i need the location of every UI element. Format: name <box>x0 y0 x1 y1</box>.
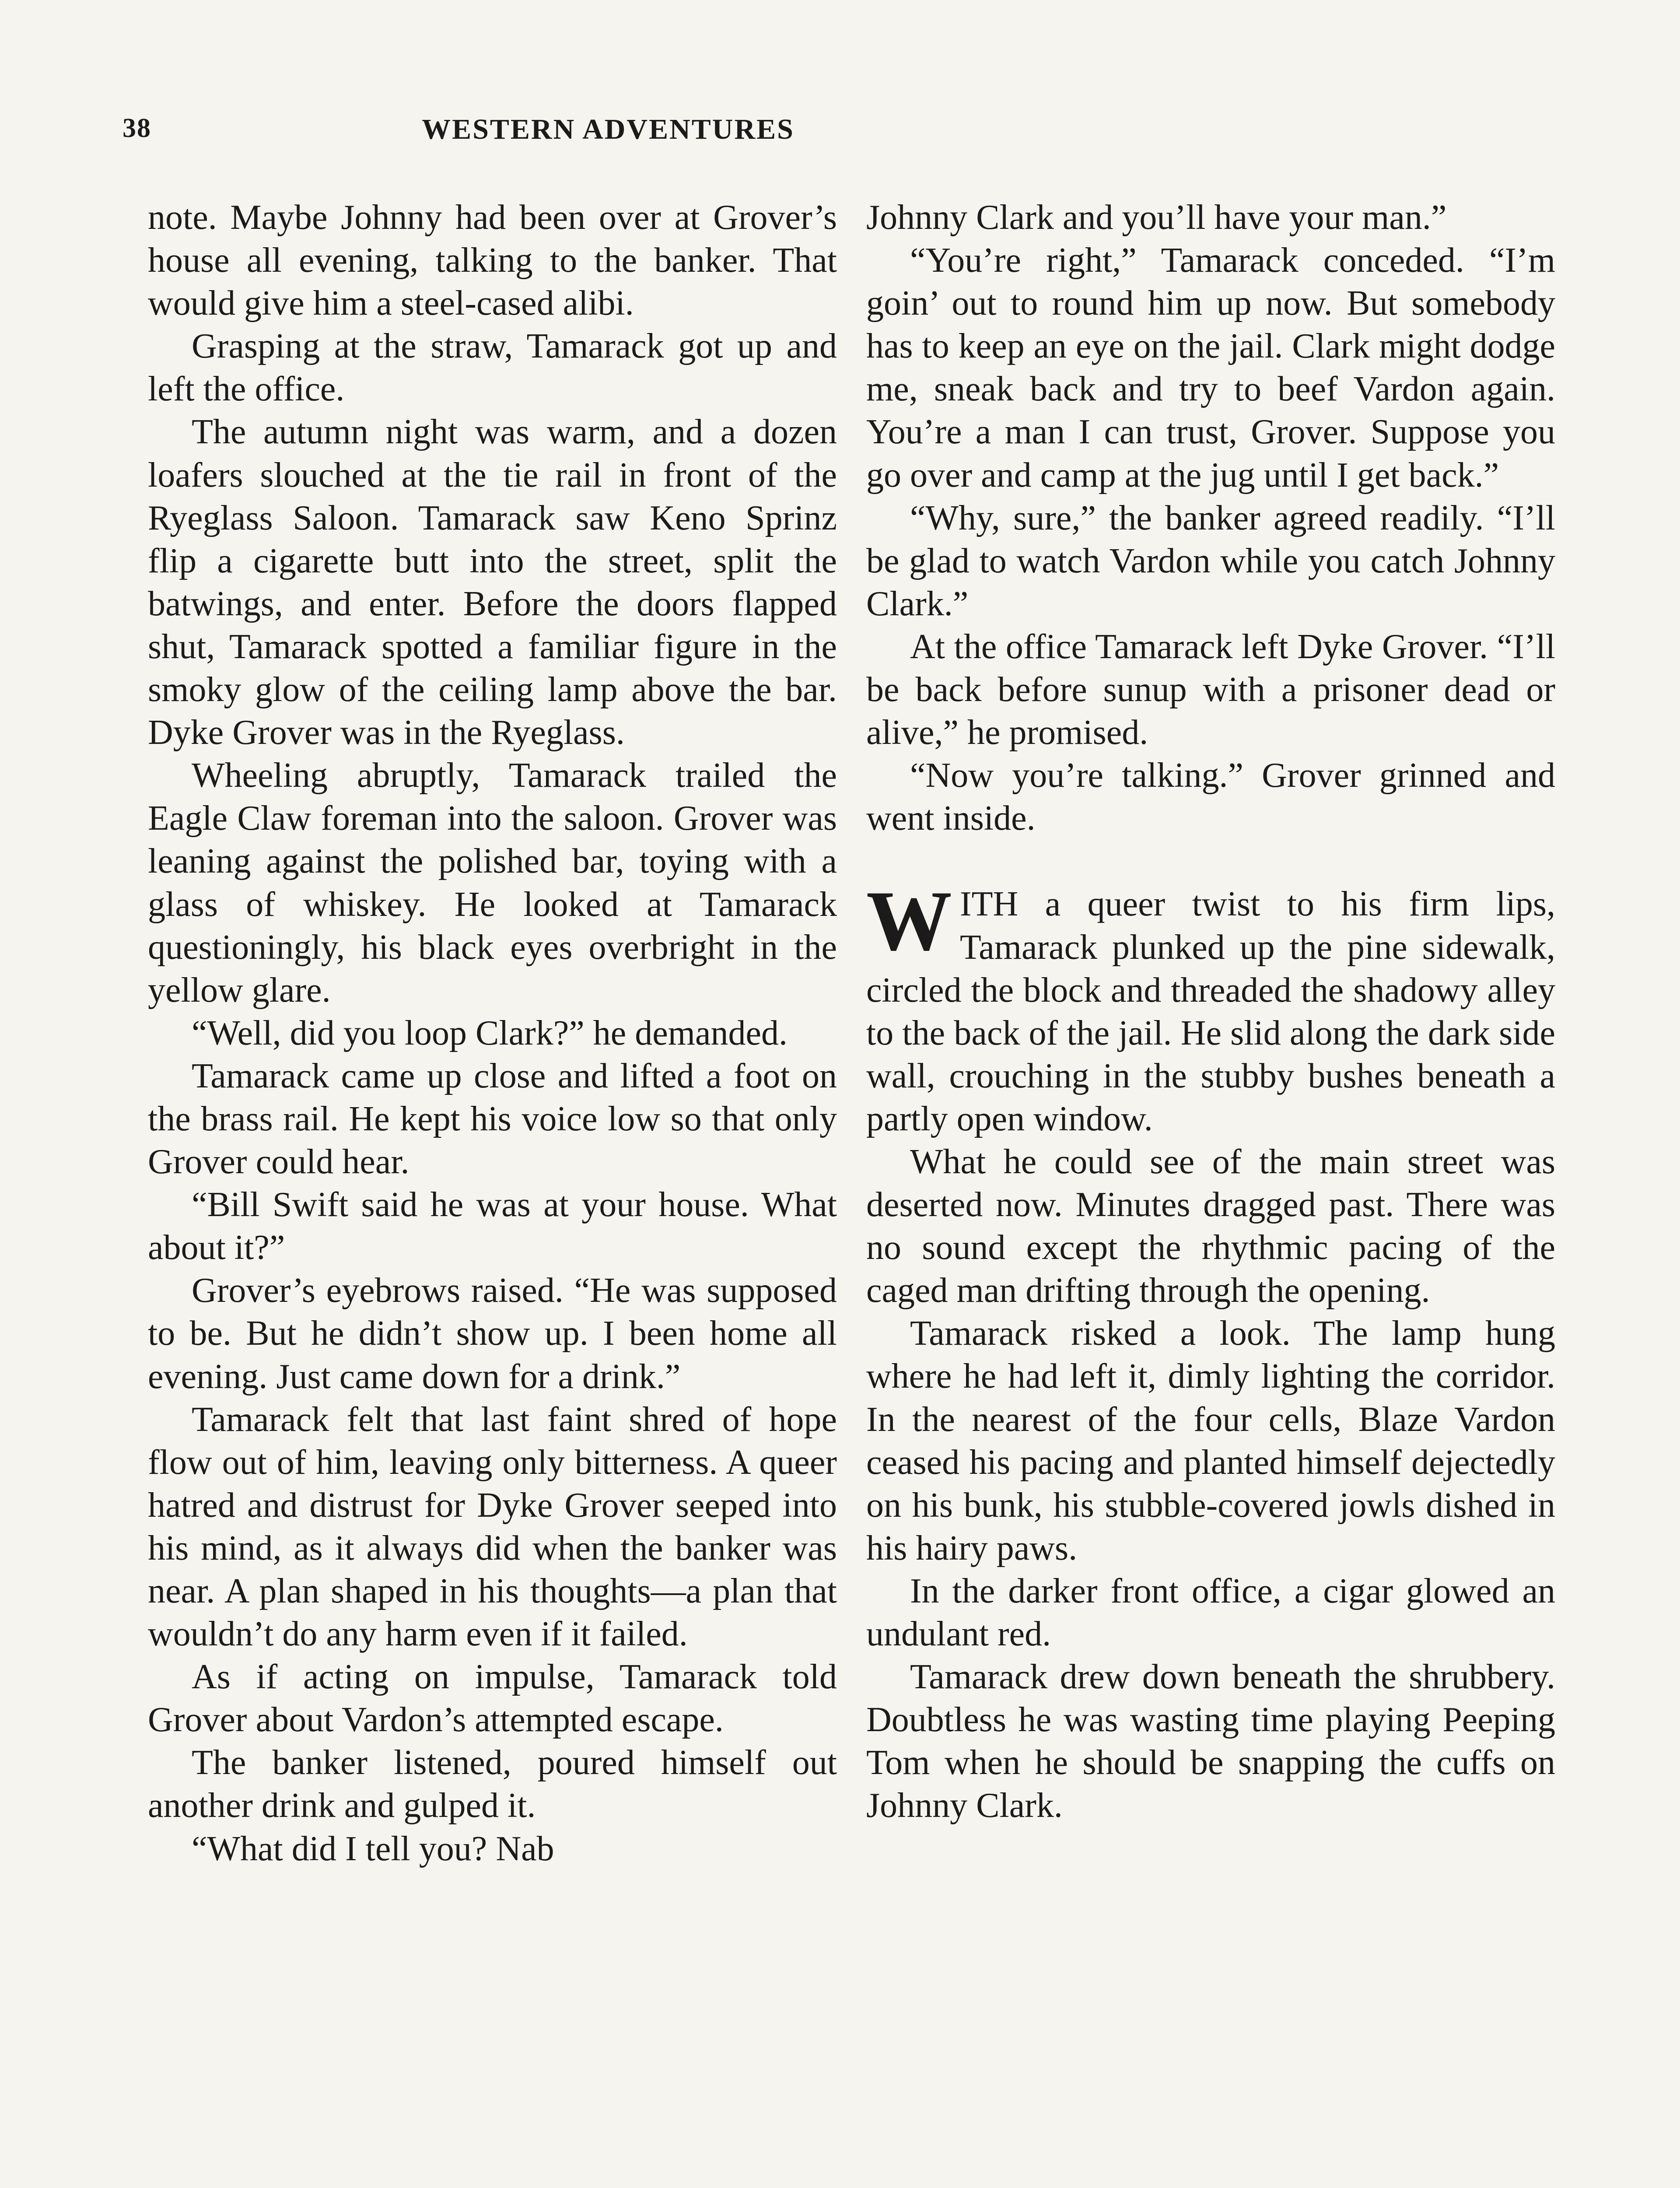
section-break <box>866 840 1555 883</box>
paragraph: “Well, did you loop Clark?” he demanded. <box>192 1013 788 1052</box>
paragraph: Wheeling abruptly, Tamarack trailed the Eagle Claw foreman into the saloon. Grover was leaning against the polished bar, toying with a glass of whiskey. He looked at Tamarack questioningly, his black eyes overbright in the yellow glare. <box>148 756 837 1010</box>
page-header <box>122 113 1094 165</box>
paragraph: “Bill Swift said he was at your house. What about it?” <box>148 1185 837 1267</box>
paragraph: Johnny Clark and you’ll have your man.” <box>866 198 1447 237</box>
page-number: 38 <box>122 113 151 143</box>
drop-cap: W <box>866 873 952 969</box>
paragraph: The autumn night was warm, and a dozen loafers slouched at the tie rail in front of the Ryeglass Saloon. Tamarack saw Keno Sprinz flip a cigarette butt into the street, split the batwings, and enter. Before the doors flapped shut, Tamarack spotted a familiar figure in the smoky glow of the ceiling lamp above the bar. Dyke Grover was in the Ryeglass. <box>148 413 837 752</box>
paragraph: The banker listened, poured himself out another drink and gulped it. <box>148 1743 837 1825</box>
paragraph: In the darker front office, a cigar glowed an undulant red. <box>866 1571 1555 1653</box>
section-opening-paragraph <box>866 873 1555 1140</box>
paragraph: “Why, sure,” the banker agreed readily. “I’ll be glad to watch Vardon while you catch Johnny Clark.” <box>866 498 1555 623</box>
paragraph: Grover’s eyebrows raised. “He was supposed to be. But he didn’t show up. I been home all evening. Just came down for a drink.” <box>148 1271 837 1396</box>
paragraph: At the office Tamarack left Dyke Grover. “I’ll be back before sunup with a prisoner dead or alive,” he promised. <box>866 627 1555 752</box>
paragraph: Tamarack drew down beneath the shrubbery. Doubtless he was wasting time playing Peeping Tom when he should be snapping the cuffs on Johnny Clark. <box>866 1658 1555 1825</box>
paragraph: Grasping at the straw, Tamarack got up and left the office. <box>148 327 837 409</box>
paragraph: “You’re right,” Tamarack conceded. “I’m goin’ out to round him up now. But somebody has to keep an eye on the jail. Clark might dodge me, sneak back and try to beef Vardon again. You’re a man I can trust, Grover. Suppose you go over and camp at the jug until I get back.” <box>866 241 1555 494</box>
paragraph: “What did I tell you? Nab <box>192 1829 554 1868</box>
paragraph: “Now you’re talking.” Grover grinned and went inside. <box>866 756 1555 838</box>
paragraph: Tamarack risked a look. The lamp hung where he had left it, dimly lighting the corridor. In the nearest of the four cells, Blaze Vardon ceased his pacing and planted himself dejectedly on his bunk, his stubble-covered jowls dished in his hairy paws. <box>866 1314 1555 1567</box>
paragraph: What he could see of the main street was deserted now. Minutes dragged past. There was no sound except the rhythmic pacing of the caged man drifting through the opening. <box>866 1142 1555 1310</box>
right-column <box>866 196 1555 1827</box>
paragraph: As if acting on impulse, Tamarack told Grover about Vardon’s attempted escape. <box>148 1658 837 1739</box>
left-column <box>148 196 837 1870</box>
section-opening-text: ITH a queer twist to his firm lips, Tamarack plunked up the pine sidewalk, circled the block and threaded the shadowy alley to the back of the jail. He slid along the dark side wall, crouching in the stubby bushes beneath a partly open window. <box>866 885 1555 1138</box>
paragraph: Tamarack came up close and lifted a foot on the brass rail. He kept his voice low so that only Grover could hear. <box>148 1056 837 1182</box>
paragraph: Tamarack felt that last faint shred of hope flow out of him, leaving only bitterness. A queer hatred and distrust for Dyke Grover seeped into his mind, as it always did when the banker was near. A plan shaped in his thoughts—a plan that wouldn’t do any harm even if it failed. <box>148 1400 837 1654</box>
running-title: WESTERN ADVENTURES <box>422 113 794 145</box>
paragraph: note. Maybe Johnny had been over at Grover’s house all evening, talking to the banker. That would give him a steel-cased alibi. <box>148 198 837 323</box>
